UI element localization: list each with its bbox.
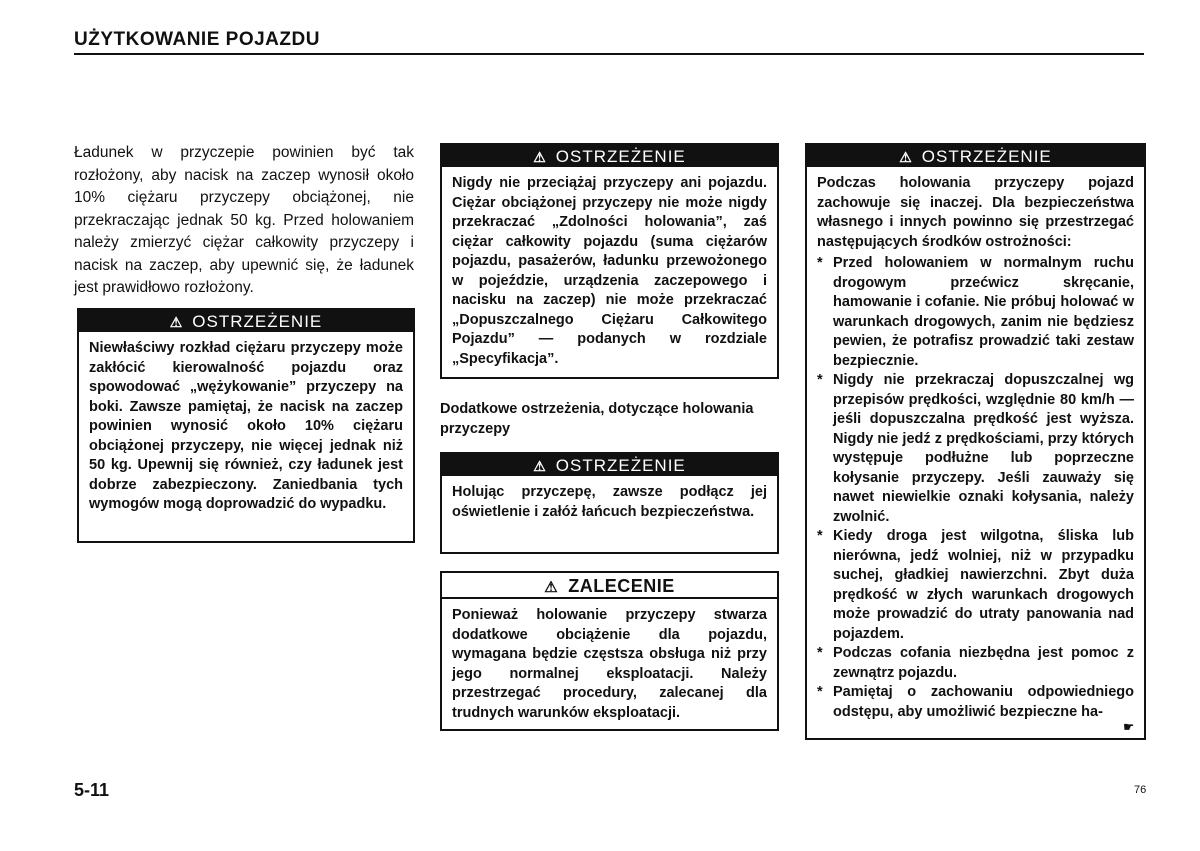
precautions-list xyxy=(807,254,1144,722)
warning-header xyxy=(79,310,413,332)
warning-text: Holując przyczepę, zawsze podłącz jej oświetlenie i załóż łańcuch bezpieczeństwa. xyxy=(452,484,767,520)
header-rule xyxy=(74,53,1144,55)
warning-box-left xyxy=(77,308,415,543)
list-item: * Pamiętaj o zachowaniu odpowiedniego odstępu, aby umożliwić bezpieczne ha- xyxy=(817,683,1134,722)
warning-icon: ⚠ xyxy=(544,579,559,596)
warning-title: OSTRZEŻENIE xyxy=(555,456,686,475)
warning-title: OSTRZEŻENIE xyxy=(921,147,1052,166)
warning-title: OSTRZEŻENIE xyxy=(555,147,686,166)
warning-box-middle-top xyxy=(440,143,779,379)
recommendation-header xyxy=(442,573,777,599)
recommendation-title: ZALECENIE xyxy=(568,576,675,596)
warning-intro: Podczas holowania przyczepy pojazd zachowuje się inaczej. Dla bezpieczeństwa własnego i innych powinno się przestrzegać następujących środków ostrożności: xyxy=(817,175,1134,250)
warning-box-middle-bottom xyxy=(440,452,779,554)
page-number: 5-11 xyxy=(74,780,110,800)
section-subheading: Dodatkowe ostrzeżenia, dotyczące holowania przyczepy xyxy=(440,401,754,437)
page-title: UŻYTKOWANIE POJAZDU xyxy=(74,29,320,50)
warning-header xyxy=(442,145,777,167)
warning-header xyxy=(807,145,1144,167)
list-item: * Nigdy nie przekraczaj dopuszczalnej wg przepisów prędkości, względnie 80 km/h — jeśli dopuszczalna prędkość jest wyższa. Nigdy nie jedź z prędkościami, przy których występuje podłużne lub poprzeczne kołysanie przyczepy. Jeśli zauważy się nawet niewielkie oznaki kołysania, należy zwolnić. xyxy=(817,371,1134,527)
warning-icon: ⚠ xyxy=(899,149,912,165)
list-item: * Podczas cofania niezbędna jest pomoc z zewnątrz pojazdu. xyxy=(817,644,1134,683)
warning-box-right xyxy=(805,143,1146,740)
continue-icon: ☛ xyxy=(1123,720,1134,734)
recommendation-text: Ponieważ holowanie przyczepy stwarza dodatkowe obciążenie dla pojazdu, wymagana będzie częstsza obsługa niż przy jego normalnej eksploatacji. Należy przestrzegać procedury, zalecanej dla trudnych warunków eksploatacji. xyxy=(452,607,767,721)
list-item: * Kiedy droga jest wilgotna, śliska lub nierówna, jedź wolniej, niż w przypadku suchej, gładkiej nawierzchni. Zbyt duża prędkość w złych warunkach drogowych może prowadzić do utraty panowania nad pojazdem. xyxy=(817,527,1134,644)
page-sequence: 76 xyxy=(1134,784,1147,796)
warning-icon: ⚠ xyxy=(169,314,183,330)
warning-header xyxy=(442,454,777,476)
warning-title: OSTRZEŻENIE xyxy=(192,312,323,331)
intro-paragraph: Ładunek w przyczepie powinien być tak rozłożony, aby nacisk na zaczep wynosił około 10% ciężaru przyczepy obciążonej, nie przekraczając jednak 50 kg. Przed holowaniem należy zmierzyć ciężar całkowity przyczepy i nacisk na zaczep, aby upewnić się, że ładunek jest prawidłowo rozłożony. xyxy=(74,144,414,296)
warning-icon: ⚠ xyxy=(533,458,546,474)
warning-text: Niewłaściwy rozkład ciężaru przyczepy może zakłócić kierowalność pojazdu oraz spowodować „wężykowanie” przyczepy na boki. Zawsze pamiętaj, że nacisk na zaczep powinien wynosić około 10% ciężaru obciążonej przyczepy, nie więcej jednak niż 50 kg. Upewnij się również, czy ładunek jest dobrze zabezpieczony. Zaniedbania tych wymogów mogą doprowadzić do wypadku. xyxy=(89,340,403,512)
recommendation-box xyxy=(440,571,779,731)
warning-icon: ⚠ xyxy=(533,149,546,165)
list-item: * Przed holowaniem w normalnym ruchu drogowym przećwicz skręcanie, hamowanie i cofanie. Nie próbuj holować w warunkach drogowych, zanim nie będziesz pewien, że potrafisz prowadzić taki zestaw bezpiecznie. xyxy=(817,254,1134,371)
warning-text: Nigdy nie przeciążaj przyczepy ani pojazdu. Ciężar obciążonej przyczepy nie może nigdy przekraczać „Zdolności holowania”, zaś ciężar całkowity pojazdu (suma ciężarów pojazdu, pasażerów, ładunku przewożonego w pojeździe, urządzenia zaczepowego i nacisku na zaczep) nie może przekraczać „Dopuszczalnego Ciężaru Całkowitego Pojazdu” — podanych w rozdziale „Specyfikacja”. xyxy=(452,175,767,367)
